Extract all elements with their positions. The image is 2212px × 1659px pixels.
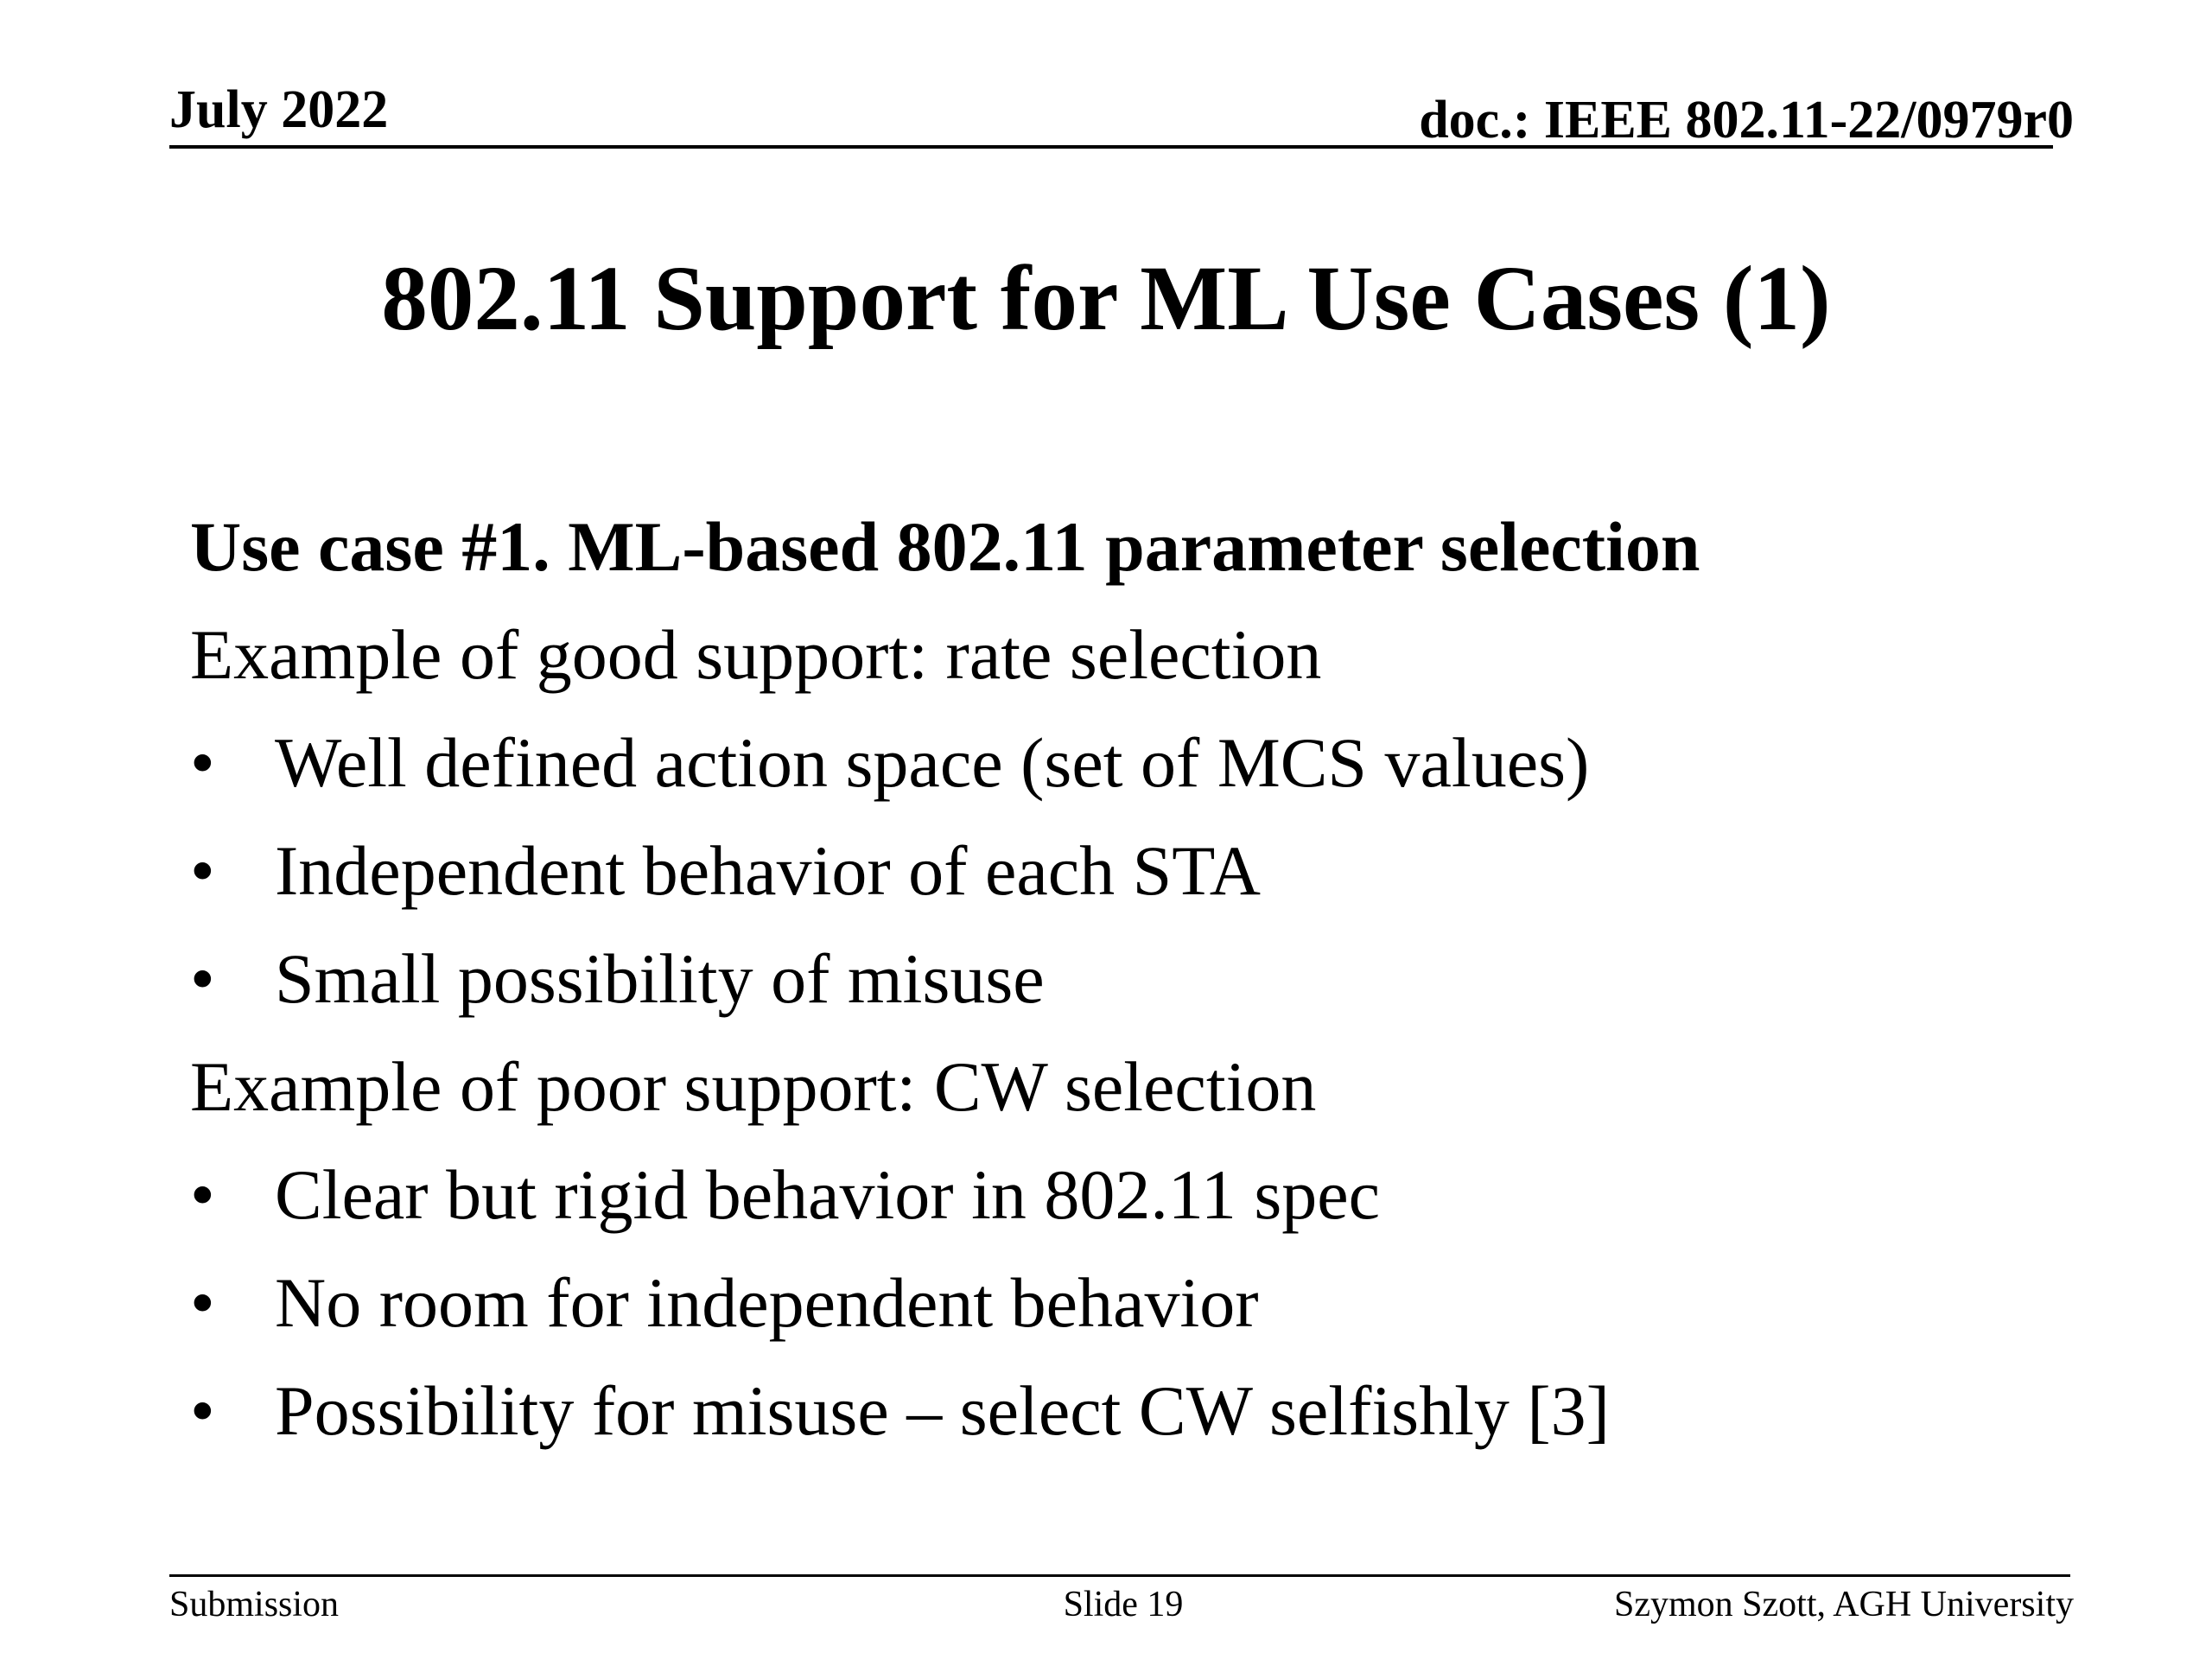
footer-slide-number: Slide 19 [1063, 1585, 1184, 1624]
bullet-item [190, 1141, 2091, 1249]
bullet-dot: • [190, 723, 215, 802]
footer-author: Szymon Szott, AGH University [1614, 1585, 2074, 1624]
bullet-dot: • [190, 831, 215, 910]
footer-divider [169, 1574, 2070, 1577]
bullet-item [190, 1357, 2091, 1465]
bullet-text: Independent behavior of each STA [275, 831, 1261, 910]
bullet-item [190, 709, 2091, 817]
bullet-text: Small possibility of misuse [275, 939, 1045, 1018]
poor-example-line: Example of poor support: CW selection [190, 1047, 1317, 1126]
bullet-dot: • [190, 1263, 215, 1342]
bullet-text: Well defined action space (set of MCS values) [275, 723, 1590, 802]
bullet-text: Possibility for misuse – select CW selfishly [3] [275, 1371, 1610, 1450]
header-doc-id: doc.: IEEE 802.11-22/0979r0 [1419, 91, 2074, 149]
slide-body [190, 493, 2091, 1465]
bullet-item [190, 817, 2091, 925]
header-date: July 2022 [169, 80, 389, 139]
bullet-text: No room for independent behavior [275, 1263, 1259, 1342]
bullet-item [190, 1249, 2091, 1357]
footer-submission: Submission [169, 1585, 340, 1624]
slide-title: 802.11 Support for ML Use Cases (1) [381, 248, 1831, 350]
bullet-dot: • [190, 939, 215, 1018]
bullet-dot: • [190, 1155, 215, 1234]
bullet-dot: • [190, 1371, 215, 1450]
bullet-text: Clear but rigid behavior in 802.11 spec [275, 1155, 1381, 1234]
header-divider [169, 145, 2053, 149]
use-case-heading: Use case #1. ML-based 802.11 parameter selection [190, 507, 1700, 586]
good-example-line: Example of good support: rate selection [190, 615, 1322, 694]
bullet-item [190, 925, 2091, 1033]
